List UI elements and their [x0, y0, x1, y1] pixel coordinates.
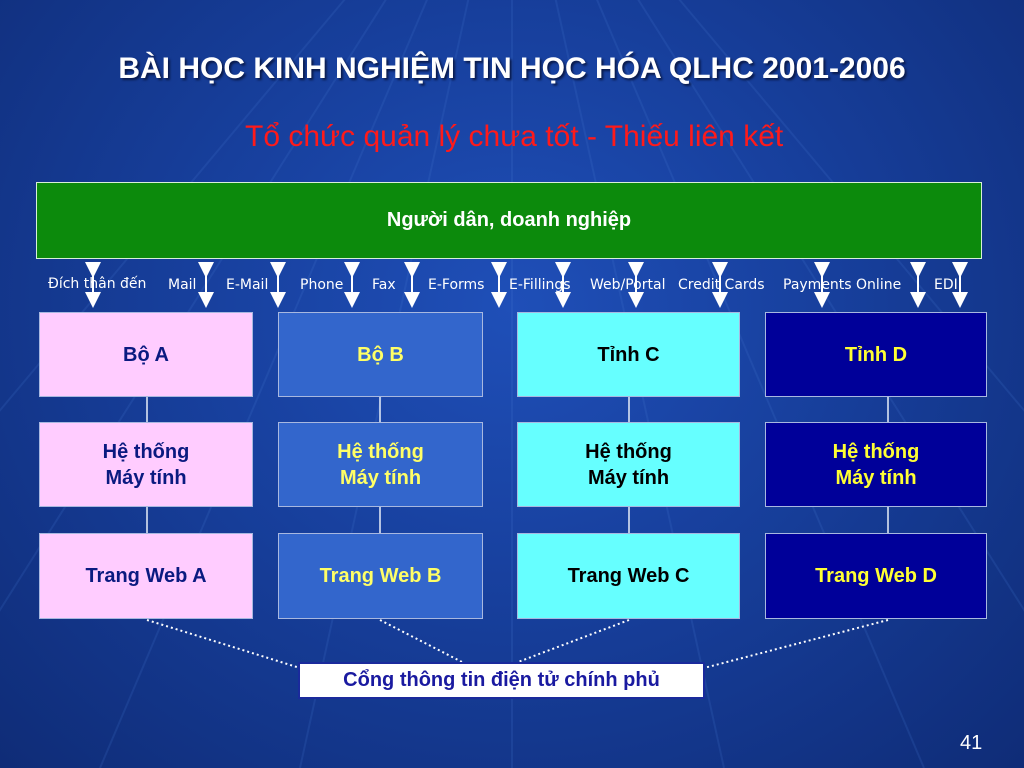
- channel-label: E-Mail: [226, 277, 269, 293]
- unit-label: Bộ A: [123, 343, 169, 366]
- web-box-c: [517, 533, 740, 619]
- channel-label: E-Fillings: [509, 277, 571, 293]
- system-box-d: [765, 422, 987, 507]
- government-portal-box: Cổng thông tin điện tử chính phủ: [298, 662, 705, 699]
- web-label: Trang Web A: [85, 565, 207, 587]
- unit-label: Tỉnh D: [844, 343, 908, 366]
- system-label-line2: Máy tính: [105, 466, 187, 489]
- web-box-a: [39, 533, 253, 619]
- channel-row: [0, 262, 1024, 308]
- unit-box-bo-b: [278, 312, 483, 397]
- channel-label: Credit Cards: [678, 277, 765, 293]
- unit-label: Tỉnh C: [597, 343, 660, 366]
- slide-subtitle: Tổ chức quản lý chưa tốt - Thiếu liên kết: [245, 120, 784, 153]
- web-box-d: [765, 533, 987, 619]
- system-label-line2: Máy tính: [835, 466, 917, 489]
- slide-title: BÀI HỌC KINH NGHIỆM TIN HỌC HÓA QLHC 2001-2006: [118, 52, 906, 85]
- system-label-line2: Máy tính: [587, 466, 670, 489]
- channel-label: Đích thân đến: [48, 276, 147, 292]
- channel-label: Web/Portal: [590, 277, 666, 293]
- citizens-business-banner: Người dân, doanh nghiệp: [36, 182, 982, 259]
- unit-label: Bộ B: [357, 343, 404, 366]
- unit-box-tinh-c: [517, 312, 740, 397]
- system-label-line1: Hệ thống: [337, 440, 424, 463]
- unit-box-bo-a: [39, 312, 253, 397]
- channel-label: Phone: [300, 277, 344, 293]
- system-label-line1: Hệ thống: [832, 440, 920, 463]
- unit-box-tinh-d: [765, 312, 987, 397]
- system-box-c: [517, 422, 740, 507]
- system-box-a: [39, 422, 253, 507]
- system-label-line1: Hệ thống: [585, 440, 672, 463]
- web-label: Trang Web B: [319, 565, 442, 587]
- channel-label: Payments Online: [783, 277, 902, 293]
- system-label-line2: Máy tính: [339, 466, 422, 489]
- channel-label: Fax: [372, 277, 396, 293]
- channel-label: Mail: [168, 277, 197, 293]
- web-label: Trang Web C: [567, 565, 690, 587]
- page-number: 41: [960, 732, 983, 754]
- channel-label: EDI: [934, 277, 958, 293]
- web-box-b: [278, 533, 483, 619]
- system-label-line1: Hệ thống: [102, 440, 190, 463]
- channel-label: E-Forms: [428, 277, 485, 293]
- system-box-b: [278, 422, 483, 507]
- web-label: Trang Web D: [815, 565, 937, 587]
